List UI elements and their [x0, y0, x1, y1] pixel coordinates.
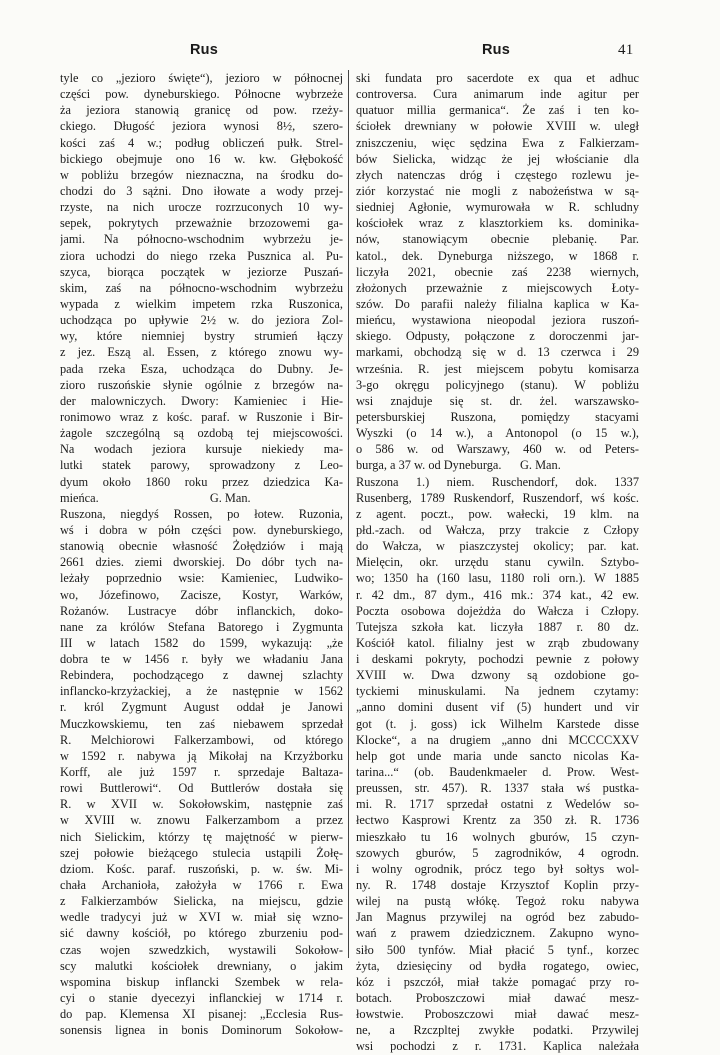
text-line: złożonych przeważnie z miejscowych Łoty-: [356, 280, 639, 295]
text-line: dziom. Kośc. paraf. ruszoński, p. w. św. Mi-: [60, 861, 343, 876]
text-line: skim, zaś na północno-wschodnim wybrzeżu: [60, 280, 343, 295]
text-line: tyle co „jezioro święte“), jezioro w północnej: [60, 71, 343, 85]
text-line: z agent. poczt., pow. wałecki, 19 klm. na: [356, 506, 639, 521]
text-line: mieńca. G. Man.: [60, 490, 251, 505]
left-text-column: [60, 70, 343, 1038]
text-line: łectwo Kasprowi Krentz za 350 zł. R. 1736: [356, 813, 639, 828]
text-line: rowi Buttlerowi“. Od Buttlerów dostała się: [60, 781, 343, 796]
text-line: ża jeziora stanowią granicę od pow. rzeży-: [60, 103, 343, 118]
text-line: Poczta osobowa dojeżdża do Wałcza i Człopy.: [356, 603, 639, 618]
page-number: 41: [618, 42, 634, 58]
text-line: w 1592 r. nabywa ją Mikołaj na Krzyżborku: [60, 748, 343, 763]
text-line: w pobliżu brzegów nieznaczna, na środku do-: [60, 167, 343, 182]
text-line: siedniej Agłonie, wymurowała w R. schludny: [356, 200, 639, 215]
text-line: wedle tradycyi już w XVI w. miał się wzno-: [60, 910, 343, 925]
text-line: wy, które niemniej bystry strumień łączy: [60, 329, 343, 344]
text-line: ziór korzystać nie mogli z nabożeństwa w są-: [356, 183, 639, 198]
text-line: markami, obchodzą się w d. 13 czerwca i 29: [356, 345, 639, 360]
text-line: ne, a Rzczpltej zwykłe podatki. Przywilej: [356, 1023, 639, 1038]
text-line: petersburskiej Ruszona, pomiędzy stacyami: [356, 409, 639, 424]
text-line: R. Melchiorowi Falkerzambowi, od którego: [60, 732, 343, 747]
text-line: Na wodach jeziora kursuje niekiedy ma-: [60, 442, 343, 457]
text-line: botach. Proboszczowi miał dawać mesz-: [356, 991, 639, 1006]
text-line: liczyła 2021, obecnie zaś 2238 wiernych,: [356, 264, 639, 279]
text-line: tyckiemi minuskulami. Na jednem czytamy:: [356, 684, 639, 699]
text-line: dyum około 1860 roku przez dziedzica Ka-: [60, 474, 343, 489]
text-line: do pap. Klemensa XI pisanej: „Ecclesia Rus-: [60, 1007, 343, 1022]
text-line: wsi pochodzi z r. 1731. Kaplica należała: [356, 1039, 639, 1054]
text-line: burga, a 37 w. od Dyneburga. G. Man.: [356, 458, 561, 473]
text-line: Rebindera, pochodzącego z dawnej szlachty: [60, 668, 343, 683]
text-line: o 586 w. od Warszawy, 460 w. od Peters-: [356, 442, 639, 457]
text-line: kościołek wraz z klasztorkiem ks. dominika-: [356, 216, 639, 231]
text-line: z jez. Eszą al. Essen, z którego znowu wy-: [60, 345, 343, 360]
text-line: Wyszki (o 14 w.), a Antonopol (o 15 w.),: [356, 426, 639, 441]
text-line: Korff, ale już 1597 r. sprzedaje Baltaza-: [60, 765, 343, 780]
text-line: w XVIII w. znowu Falkerzambom a przez: [60, 813, 343, 828]
text-line: wypada z wielkim impetem rzka Ruszonica,: [60, 296, 343, 311]
text-line: mieńcu, wystawiona nieopodal jeziora ruszoń-: [356, 313, 639, 328]
text-line: quatuor millia germanica“. Że zaś i ten ko-: [356, 103, 639, 118]
text-line: Rusenberg, 1789 Ruskendorf, Ruszendorf, wś kośc.: [356, 490, 639, 505]
left-running-title: Rus: [190, 42, 218, 58]
text-line: kości zaś 4 w.; podług obliczeń pułk. Strel-: [60, 135, 343, 150]
text-line: łowstwie. Proboszczowi miał dawać mesz-: [356, 1007, 639, 1022]
text-line: bów Sielicka, widząc że jej włościanie dla: [356, 151, 639, 166]
text-line: III w latach 1582 do 1599, wykazują: „że: [60, 635, 343, 650]
text-line: Ruszona, niegdyś Rossen, po łotew. Ruzonia,: [60, 506, 343, 521]
text-line: Rożanów. Lustracye dóbr inflanckich, doko-: [60, 603, 343, 618]
text-line: r. 42 dm., 87 dym., 416 mk.: 374 kat., 42 ew.: [356, 587, 639, 602]
text-line: nów, stanowiącym obecnie plebanię. Par.: [356, 232, 639, 247]
text-line: Kościół katol. filialny jest w zrąb zbudowany: [356, 635, 639, 650]
text-line: leżały poprzednio wsie: Kamieniec, Ludwiko-: [60, 571, 343, 586]
text-line: szowych gburów, 5 zagrodników, 4 ogrodn.: [356, 845, 639, 860]
text-line: preussen, str. 457). R. 1337 stała wś pustka-: [356, 781, 639, 796]
text-line: cyi o stanie dyecezyi inflanckiej w 1714 r.: [60, 991, 343, 1006]
text-line: ziora uchodzi do niego rzeka Pusznica al. Pu-: [60, 248, 343, 263]
text-line: r. król Zygmunt August oddał je Janowi: [60, 700, 343, 715]
text-line: rzyste, na nich urocze rozrzuconych 10 wy-: [60, 200, 343, 215]
text-line: Muczkowskiemu, ten zaś niebawem sprzedał: [60, 716, 343, 731]
text-line: września. R. jest miejscem pobytu komisarza: [356, 361, 639, 376]
text-line: i deskami pokryty, pochodzi pewnie z połowy: [356, 652, 639, 667]
text-line: got (t. j. goss) ick Wilhelm Karstede disse: [356, 716, 639, 731]
text-line: wo; 1350 ha (160 lasu, 1180 roli orn.). W 1885: [356, 571, 639, 586]
text-line: scy malutki kościołek drewniany, o jakim: [60, 958, 343, 973]
text-line: tarina...“ (ob. Baudenkmaeler d. Prow. West-: [356, 765, 639, 780]
text-line: szów. Do parafii należy filialna kaplica w Ka-: [356, 296, 639, 311]
text-line: do Wałcza, w piaszczystej okolicy; par. kat.: [356, 539, 639, 554]
text-line: mi. R. 1717 sprzedał ostatni z Wedelów so-: [356, 797, 639, 812]
text-line: wsi znajduje się st. dr. żel. warszawsko-: [356, 393, 639, 408]
text-line: 2661 dzies. ziemi dworskiej. Do dóbr tych na-: [60, 555, 343, 570]
text-line: złych natenczas dróg i częstego rozlewu je-: [356, 167, 639, 182]
text-line: „anno domini dusent vif (5) hundert und vir: [356, 700, 639, 715]
text-line: szej połowie bieżącego stulecia ustąpili Żołę-: [60, 845, 343, 860]
text-line: żagole szczególną są ozdobą tej miejscowości.: [60, 426, 343, 441]
text-line: katol., dek. Dyneburga niższego, w 1868 r.: [356, 248, 639, 263]
text-line: controversa. Cura animarum inde agitur per: [356, 87, 639, 102]
text-line: XVIII w. Dwa dzwony są ozdobione go-: [356, 668, 639, 683]
text-line: kóz i pszczół, miał także pomagać przy ro-: [356, 974, 639, 989]
text-line: mieszkało tu 16 wolnych gburów, 15 czyn-: [356, 829, 639, 844]
text-line: szyca, biorąca początek w jeziorze Puszań-: [60, 264, 343, 279]
text-line: lutki statek parowy, sprowadzony z Leo-: [60, 458, 343, 473]
text-line: ckiego. Długość jeziora wynosi 8½, szero-: [60, 119, 343, 134]
right-running-title: Rus: [482, 42, 510, 58]
text-line: żyta, dziesięciny od bydła rogatego, owiec,: [356, 958, 639, 973]
text-line: Jan Magnus przywilej na ogród bez zabudo-: [356, 910, 639, 925]
text-line: sić dawny kościół, po którego zburzeniu pod-: [60, 926, 343, 941]
text-line: wilej na pustą włókę. Tegoż roku nabywa: [356, 894, 639, 909]
text-line: wspomina biskup inflancki Szembek w rela-: [60, 974, 343, 989]
text-line: i wolny ogrodnik, prócz tego był sołtys wol-: [356, 861, 639, 876]
text-line: chodzi do 3 sążni. Dno iłowate a wody przej-: [60, 183, 343, 198]
text-line: wań z prawem dziedzicznem. Zakupno wyno-: [356, 926, 639, 941]
text-line: zioro ruszońskie słynie ogólnie z brzegów na-: [60, 377, 343, 392]
text-line: sonensis lignea in bonis Dominorum Sokołow-: [60, 1023, 343, 1038]
text-line: zniszczeniu, więc sędzina Ewa z Falkierzam-: [356, 135, 639, 150]
text-line: ny. R. 1748 dostaje Krzysztof Koplin przy-: [356, 878, 639, 893]
text-line: z Falkierzambów Sielicka, na miejscu, gdzie: [60, 894, 343, 909]
text-line: inflancko-krzyżackiej, a że następnie w 1562: [60, 684, 343, 699]
text-line: czas wojen szwedzkich, wystawili Sokołow-: [60, 942, 343, 957]
text-line: dobra te w 1456 r. były we władaniu Jana: [60, 652, 343, 667]
text-line: sepek, pokrytych przeważnie brzozowemi ga-: [60, 216, 343, 231]
text-line: 3-go okręgu policyjnego (stanu). W pobliżu: [356, 377, 639, 392]
text-line: ściołek drewniany w połowie XVIII w. uległ: [356, 119, 639, 134]
text-line: der malowniczych. Dwory: Kamieniec i Hie-: [60, 393, 343, 408]
text-line: Ruszona 1.) niem. Ruschendorf, dok. 1337: [356, 474, 639, 489]
text-line: siło 500 tynfów. Miał płacić 5 tynf., korzec: [356, 942, 639, 957]
text-line: pada rzeka Esza, uchodząca do Dubny. Je-: [60, 361, 343, 376]
text-line: R. w XVII w. Sokołowskim, następnie zaś: [60, 797, 343, 812]
text-line: bickiego obejmuje ono 16 w. kw. Głębokość: [60, 151, 343, 166]
text-line: Mielęcin, okr. urzędu stanu cywiln. Sztybo-: [356, 555, 639, 570]
text-line: skiego. Odpusty, połączone z doroczenmi jar-: [356, 329, 639, 344]
text-line: części pow. dyneburskiego. Północne wybrzeże: [60, 87, 343, 102]
text-line: ski fundata pro sacerdote ex qua et adhuc: [356, 71, 639, 85]
text-line: chała Archanioła, założyła w 1766 r. Ewa: [60, 878, 343, 893]
right-text-column: [356, 70, 639, 1055]
text-line: uchodząca po upływie 2½ w. do jeziora Zol-: [60, 313, 343, 328]
text-line: Tutejsza szkoła kat. liczyła 1887 r. 80 dz.: [356, 619, 639, 634]
text-line: jami. Na północno-wschodnim wybrzeżu je-: [60, 232, 343, 247]
text-line: Klocke“, a na drugiem „anno dni MCCCCXXV: [356, 732, 639, 747]
text-line: wo, Józefinowo, Zacisze, Kostyr, Warków,: [60, 587, 343, 602]
text-line: płd.-zach. od Wałcza, przy trakcie z Człopy: [356, 522, 639, 537]
running-header: [0, 42, 720, 64]
text-line: ronimowo wraz z kośc. paraf. w Ruszonie i Bir-: [60, 409, 343, 424]
text-line: help got unde maria unde sancto nicolas Ka-: [356, 748, 639, 763]
text-line: nane za królów Stefana Batorego i Zygmunta: [60, 619, 343, 634]
text-line: wś i dobra w półn części pow. dyneburskiego,: [60, 522, 343, 537]
column-divider: [348, 70, 349, 958]
text-line: stanowią obecnie własność Żołędziów i mają: [60, 539, 343, 554]
text-line: nich Sielickim, którzy tę majętność w pierw-: [60, 829, 343, 844]
